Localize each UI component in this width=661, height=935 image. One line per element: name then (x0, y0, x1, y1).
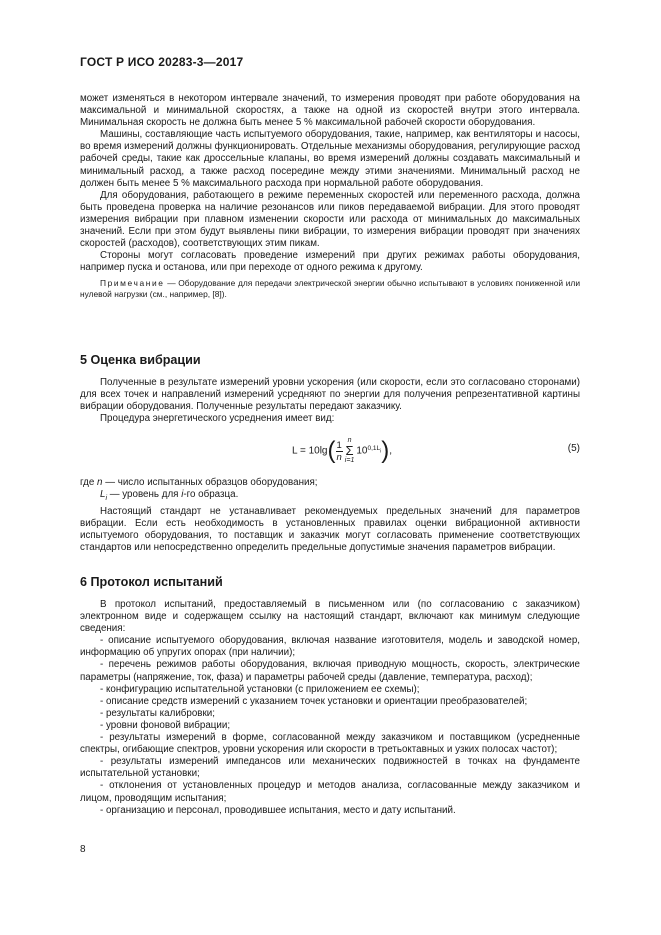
where-line: $L_i$ — уровень для i-го образца. (100, 489, 239, 503)
fraction-numerator: 1 (336, 439, 342, 451)
section-heading: 5 Оценка вибрации (80, 353, 201, 367)
paragraph: Стороны могут согласовать проведение измерений при других режимах работы оборудования, например пуска и останова, или при переходе от одного режима к другому. (80, 250, 580, 274)
equation (80, 425, 580, 477)
paren-close: ) (381, 437, 390, 465)
paragraph: В протокол испытаний, предоставляемый в письменном или (по согласованию с заказчиком) электронном виде и содержащем ссылку на настоящий стандарт, включают как минимум следующие сведения: (80, 599, 580, 635)
paragraph: Настоящий стандарт не устанавливает рекомендуемых предельных значений для параметров вибрации. Если есть необходимость в установленных правилах оценки вибрационной активности испытуемого оборудования, то поставщик и заказчик могут согласовать применение соответствующих стандартов или непосредственно определить предельные допустимые значения параметров вибрации. (80, 505, 580, 553)
paragraph: может изменяться в некотором интервале значений, то измерения проводят при работе оборудования на максимальной и минимальной скоростях, а также на одной из скоростей внутри этого интервала. Минимальная скорость не должна быть менее 5 % максимальной рабочей скорости оборудования. (80, 93, 580, 129)
intro-block (80, 93, 580, 299)
note-text: — Оборудование для передачи электрической энергии обычно испытывают в условиях пониженной или нулевой нагрузки (см., например, [8]). (80, 278, 580, 299)
note (80, 278, 580, 299)
paragraph: Машины, составляющие часть испытуемого оборудования, такие, например, как вентиляторы и насосы, во время измерений должны функционировать. Отдельные механизмы оборудования, регулирующие расход рабочей среды, такие как дроссельные клапаны, во время измерений должны создавать максимальный и минимальный расход, а также расход посередине между этими значениями. Минимальный расход не должен быть менее 5 % максимального расхода при нормальной работе оборудования. (80, 129, 580, 189)
sum-lower: i=1 (344, 457, 355, 465)
list-item: - результаты измерений в форме, согласованной между заказчиком и поставщиком (усредненные спектры, огибающие спектров, уровни ускорения или скорости в третьоктавных и узких полосах частот); (80, 732, 580, 756)
section-5 (80, 352, 580, 554)
list-item: - организацию и персонал, проводившее испытания, место и дату испытаний. (100, 804, 456, 816)
paragraph: Для оборудования, работающего в режиме переменных скоростей или переменного расхода, должна быть проведена проверка на наличие резонансов или пиков передаваемой вибрации. Для этого проводят измерения вибрации при плавном изменении скорости или расхода от минимальных до максимальных значений. Если при этом будут выявлены пики вибрации, то измерения вибрации проводят при значениях скоростей (расходов), соответствующих этим пикам. (80, 189, 580, 250)
paragraph: Процедура энергетического усреднения имеет вид: (100, 413, 335, 425)
where-line: где n — число испытанных образцов оборудования; (80, 477, 318, 489)
fraction (336, 440, 343, 463)
section-6 (80, 574, 580, 817)
paren-open: ( (327, 437, 336, 465)
exponent: 0,1Li (367, 444, 382, 454)
list-item: - перечень режимов работы оборудования, включая приводную мощность, скорость, электрические параметры (напряжение, ток, фаза) и параметры рабочей среды (давление, температура, расход); (80, 659, 580, 683)
equation-expression (292, 437, 392, 467)
list-item: - конфигурацию испытательной установки (с приложением ее схемы); (100, 683, 420, 695)
note-label: Примечание (100, 278, 165, 289)
list-item: - результаты калибровки; (100, 707, 215, 719)
page-number: 8 (80, 844, 86, 855)
paragraph: Полученные в результате измерений уровни ускорения (или скорости, если это согласовано сторонами) для всех точек и направлений измерений усредняют по энергии для получения репрезентативной картины вибрации оборудования. Полученные результаты передают заказчику. (80, 377, 580, 413)
section-heading: 6 Протокол испытаний (80, 575, 223, 589)
list-item: - отклонения от установленных процедур и методов анализа, согласованные между заказчиком и лицом, проводящим испытания; (80, 780, 580, 804)
list-item: - результаты измерений импедансов или механических подвижностей в точках на фундаменте испытательной установки; (80, 756, 580, 780)
sigma-icon: Σ (345, 443, 354, 459)
equation-lhs: L = 10lg (292, 445, 328, 457)
summation (345, 437, 355, 465)
equation-number: (5) (567, 443, 580, 455)
list-item: - описание средств измерений с указанием точек установки и ориентации преобразователей; (100, 695, 528, 707)
equation-tail: , (389, 445, 393, 457)
document-header: ГОСТ Р ИСО 20283-3—2017 (80, 55, 244, 69)
power-base: 10 (356, 445, 368, 457)
list-item: - описание испытуемого оборудования, включая название изготовителя, модель и заводской номер, информацию об упругих опорах (при наличии); (80, 635, 580, 659)
fraction-denominator: n (336, 451, 342, 463)
sum-upper: n (347, 437, 352, 445)
list-item: - уровни фоновой вибрации; (100, 719, 231, 731)
